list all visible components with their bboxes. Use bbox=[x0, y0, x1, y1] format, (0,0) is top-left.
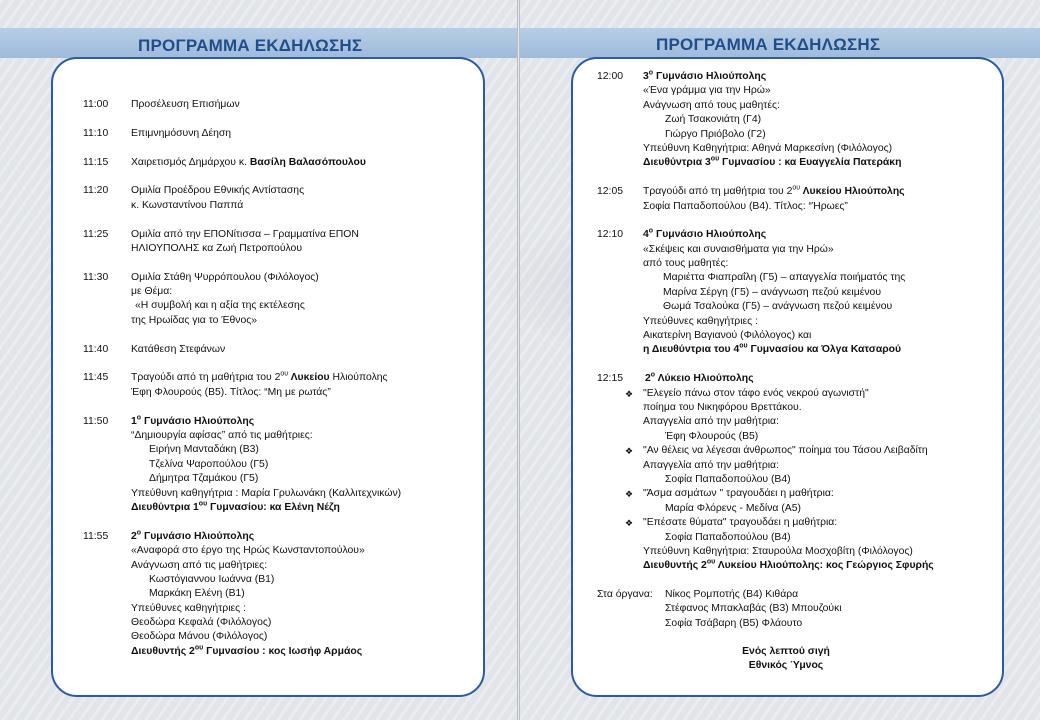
school-number: 2 bbox=[131, 530, 137, 542]
time: 11:15 bbox=[83, 156, 109, 168]
musician-name: Στέφανος Μπακλαβάς (Β3) Μπουζούκι bbox=[665, 603, 842, 615]
event-text: Ομιλία από την ΕΠΟΝίτισσα – Γραμματίνα ΕΠΟΝ bbox=[131, 228, 359, 240]
page-title-right: ΠΡΟΓΡΑΜΜΑ ΕΚΔΗΛΩΣΗΣ bbox=[656, 35, 881, 54]
time: 11:30 bbox=[83, 271, 109, 283]
director-name: Λυκείου Ηλιούπολης: κος Γεώργιος Σφυρής bbox=[715, 560, 934, 572]
event-text: Επιμνημόσυνη Δέηση bbox=[131, 127, 232, 139]
director-label: Διευθυντής 2 bbox=[131, 645, 195, 657]
director-label: Διευθύντρια 1 bbox=[131, 501, 199, 513]
student-name: Μαρίνα Σέργη (Γ5) – ανάγνωση πεζού κειμένου bbox=[663, 286, 882, 298]
ordinal-suffix: ου bbox=[194, 644, 204, 652]
student-name: Γιώργο Πριόβολο (Γ2) bbox=[665, 128, 766, 140]
time: 11:45 bbox=[83, 372, 109, 384]
page-fold bbox=[517, 0, 520, 720]
time: 12:15 bbox=[597, 373, 624, 385]
event-text: ΗΛΙΟΥΠΟΛΗΣ κα Ζωή Πετροπούλου bbox=[131, 242, 303, 254]
school-name: Γυμνάσιο Ηλιούπολης bbox=[653, 71, 767, 82]
time: 12:00 bbox=[597, 71, 624, 82]
teacher-name: Θεοδώρα Κεφαλά (Φιλόλογος) bbox=[131, 617, 272, 629]
ordinal-suffix: ο bbox=[648, 69, 654, 77]
event-text: Χαιρετισμός Δημάρχου κ. bbox=[131, 156, 250, 168]
event-text: Τραγούδι από τη μαθήτρια του 2 bbox=[131, 372, 281, 384]
event-text: Έφη Φλουρούς (Β5). Τίτλος: “Μη με ρωτάς” bbox=[131, 386, 331, 398]
event-text: Απαγγελία από την μαθήτρια: bbox=[643, 459, 779, 471]
time: 12:05 bbox=[597, 186, 624, 198]
ordinal-suffix: ο bbox=[136, 529, 142, 537]
time: 12:10 bbox=[597, 229, 624, 241]
student-name: Μαρκάκη Ελένη (Β1) bbox=[149, 588, 245, 600]
ordinal-suffix: ου bbox=[706, 558, 716, 566]
director-label: Διευθυντής 2 bbox=[643, 560, 707, 572]
student-name: Σοφία Παπαδοπούλου (Β4) bbox=[665, 531, 791, 543]
student-name: Κωστόγιαννου Ιωάννα (Β1) bbox=[149, 573, 275, 585]
diamond-bullet-icon: ❖ bbox=[625, 489, 634, 500]
event-text: κ. Κωνσταντίνου Παππά bbox=[131, 199, 244, 211]
event-text: Υπεύθυνη Καθηγήτρια: Σταυρούλα Μοσχοβίτη (Φιλόλογος) bbox=[643, 545, 913, 557]
event-text: «Ένα γράμμα για την Ηρώ» bbox=[643, 85, 771, 97]
teacher-name: Αικατερίνη Βαγιανού (Φιλόλογος) και bbox=[643, 330, 812, 342]
student-name: Ειρήνη Μανταδάκη (Β3) bbox=[149, 444, 259, 456]
page-title-left: ΠΡΟΓΡΑΜΜΑ ΕΚΔΗΛΩΣΗΣ bbox=[138, 36, 363, 55]
ordinal-suffix: ου bbox=[792, 184, 801, 192]
event-text: Προσέλευση Επισήμων bbox=[131, 99, 240, 110]
time: 11:55 bbox=[83, 530, 109, 542]
director-name: Γυμνασίου: κα Ελένη Νέζη bbox=[207, 501, 340, 513]
school-number: 1 bbox=[131, 415, 137, 427]
student-name: Δήμητρα Τζαμάκου (Γ5) bbox=[149, 473, 259, 485]
event-text: Υπεύθυνες καθηγήτριες : bbox=[131, 602, 246, 614]
student-name: Ζωή Τσακονιάτη (Γ4) bbox=[665, 114, 762, 126]
event-text: Ηλιούπολης bbox=[329, 372, 388, 384]
student-name: Θωμά Τσαλούκα (Γ5) – ανάγνωση πεζού κειμένου bbox=[663, 301, 893, 313]
event-text: Ομιλία Προέδρου Εθνικής Αντίστασης bbox=[131, 185, 305, 197]
musician-name: Νίκος Ρομποτής (Β4) Κιθάρα bbox=[665, 589, 799, 601]
ordinal-suffix: ου bbox=[739, 342, 748, 350]
event-text: Τραγούδι από τη μαθήτρια του 2 bbox=[643, 186, 793, 198]
director-label: Διευθύντρια 3 bbox=[643, 157, 711, 169]
time: 11:00 bbox=[83, 99, 109, 110]
director-label: η Διευθύντρια του 4 bbox=[643, 344, 740, 356]
musician-name: Σοφία Τσάβαρη (Β5) Φλάουτο bbox=[665, 617, 803, 629]
event-text: της Ηρωίδας για το Έθνος» bbox=[131, 314, 258, 326]
closing-anthem: Εθνικός Ύμνος bbox=[748, 660, 824, 671]
student-name: Μαρία Φλόρενς - Μεδίνα (Α5) bbox=[665, 502, 801, 514]
school-name: Λύκειο Ηλιούπολης bbox=[655, 373, 754, 385]
time: 11:50 bbox=[83, 415, 109, 427]
performance-title: "Επέσατε θύματα" τραγουδάει η μαθήτρια: bbox=[643, 517, 838, 529]
time: 11:40 bbox=[83, 343, 109, 355]
event-text: Ομιλία Στάθη Ψυρρόπουλου (Φιλόλογος) bbox=[131, 271, 319, 283]
event-text: Υπεύθυνη Καθηγήτρια: Αθηνά Μαρκεσίνη (Φιλόλογος) bbox=[643, 142, 893, 154]
instruments-label: Στα όργανα: bbox=[597, 589, 653, 601]
school-number: 3 bbox=[643, 71, 649, 82]
school-name: Γυμνάσιο Ηλιούπολης bbox=[141, 530, 255, 542]
event-text: «Σκέψεις και συναισθήματα για την Ηρώ» bbox=[643, 243, 834, 255]
event-text: από τους μαθητές: bbox=[643, 258, 729, 270]
performance-title: "Άσμα ασμάτων " τραγουδάει η μαθήτρια: bbox=[643, 488, 834, 500]
event-text: Υπεύθυνες καθηγήτριες : bbox=[643, 315, 758, 327]
school-name: Γυμνάσιο Ηλιούπολης bbox=[141, 415, 255, 427]
time: 11:10 bbox=[83, 127, 109, 139]
event-text: Υπεύθυνη καθηγήτρια : Μαρία Γρυλωνάκη (Καλλιτεχνικών) bbox=[131, 487, 402, 499]
event-text: με Θέμα: bbox=[131, 286, 173, 298]
director-name: Γυμνασίου : κα Ευαγγελία Πατεράκη bbox=[719, 157, 902, 169]
student-name: Μαριέττα Φιαπραΐλη (Γ5) – απαγγελία ποιήματός της bbox=[663, 272, 906, 284]
student-name: Τζελίνα Ψαροπούλου (Γ5) bbox=[149, 458, 269, 470]
event-text: Σοφία Παπαδοπούλου (Β4). Τίτλος: “Ήρωες” bbox=[643, 200, 848, 212]
school-number: 4 bbox=[643, 229, 649, 241]
teacher-name: Θεοδώρα Μάνου (Φιλόλογος) bbox=[131, 631, 268, 643]
director-name: Γυμνασίου κα Όλγα Κατσαρού bbox=[747, 344, 902, 356]
director-name: Γυμνασίου : κος Ιωσήφ Αρμάος bbox=[203, 645, 363, 657]
diamond-bullet-icon: ❖ bbox=[625, 388, 634, 399]
ordinal-suffix: ο bbox=[136, 414, 142, 422]
event-text: ποίημα του Νικηφόρου Βρεττάκου. bbox=[643, 401, 802, 413]
event-text: Κατάθεση Στεφάνων bbox=[131, 343, 226, 355]
school-number: 2 bbox=[645, 373, 651, 385]
school-name: Γυμνάσιο Ηλιούπολης bbox=[653, 229, 767, 241]
speaker-name: Βασίλη Βαλασόπουλου bbox=[249, 156, 366, 168]
student-name: Έφη Φλουρούς (Β5) bbox=[665, 430, 759, 442]
ordinal-suffix: ου bbox=[710, 155, 720, 163]
performance-title: "Ελεγείο πάνω στον τάφο ενός νεκρού αγωνιστή" bbox=[643, 387, 869, 399]
event-text: Ανάγνωση από τους μαθητές: bbox=[643, 99, 780, 111]
event-text: Απαγγελία από την μαθήτρια: bbox=[643, 416, 779, 428]
ordinal-suffix: ο bbox=[648, 227, 654, 235]
performance-title: "Αν θέλεις να λέγεσαι άνθρωπος" ποίημα του Τάσου Λειβαδίτη bbox=[643, 445, 928, 457]
student-name: Σοφία Παπαδοπούλου (Β4) bbox=[665, 473, 791, 485]
time: 11:20 bbox=[83, 185, 109, 197]
event-text: «Αναφορά στο έργο της Ηρώς Κωνσταντοπούλου» bbox=[131, 545, 365, 557]
diamond-bullet-icon: ❖ bbox=[625, 518, 634, 529]
school-name: Λυκείου Ηλιούπολης bbox=[800, 186, 905, 198]
school-name: Λυκείου bbox=[288, 372, 330, 384]
ordinal-suffix: ου bbox=[198, 500, 208, 508]
closing-silence: Ενός λεπτού σιγή bbox=[742, 646, 830, 657]
time: 11:25 bbox=[83, 228, 109, 240]
event-text: «Η συμβολή και η αξία της εκτέλεσης bbox=[135, 300, 305, 312]
event-text: “Δημιουργία αφίσας” από τις μαθήτριες: bbox=[131, 429, 313, 441]
ordinal-suffix: ο bbox=[650, 371, 656, 379]
diamond-bullet-icon: ❖ bbox=[625, 446, 634, 457]
ordinal-suffix: ου bbox=[280, 370, 289, 378]
event-text: Ανάγνωση από τις μαθήτριες: bbox=[131, 559, 268, 571]
